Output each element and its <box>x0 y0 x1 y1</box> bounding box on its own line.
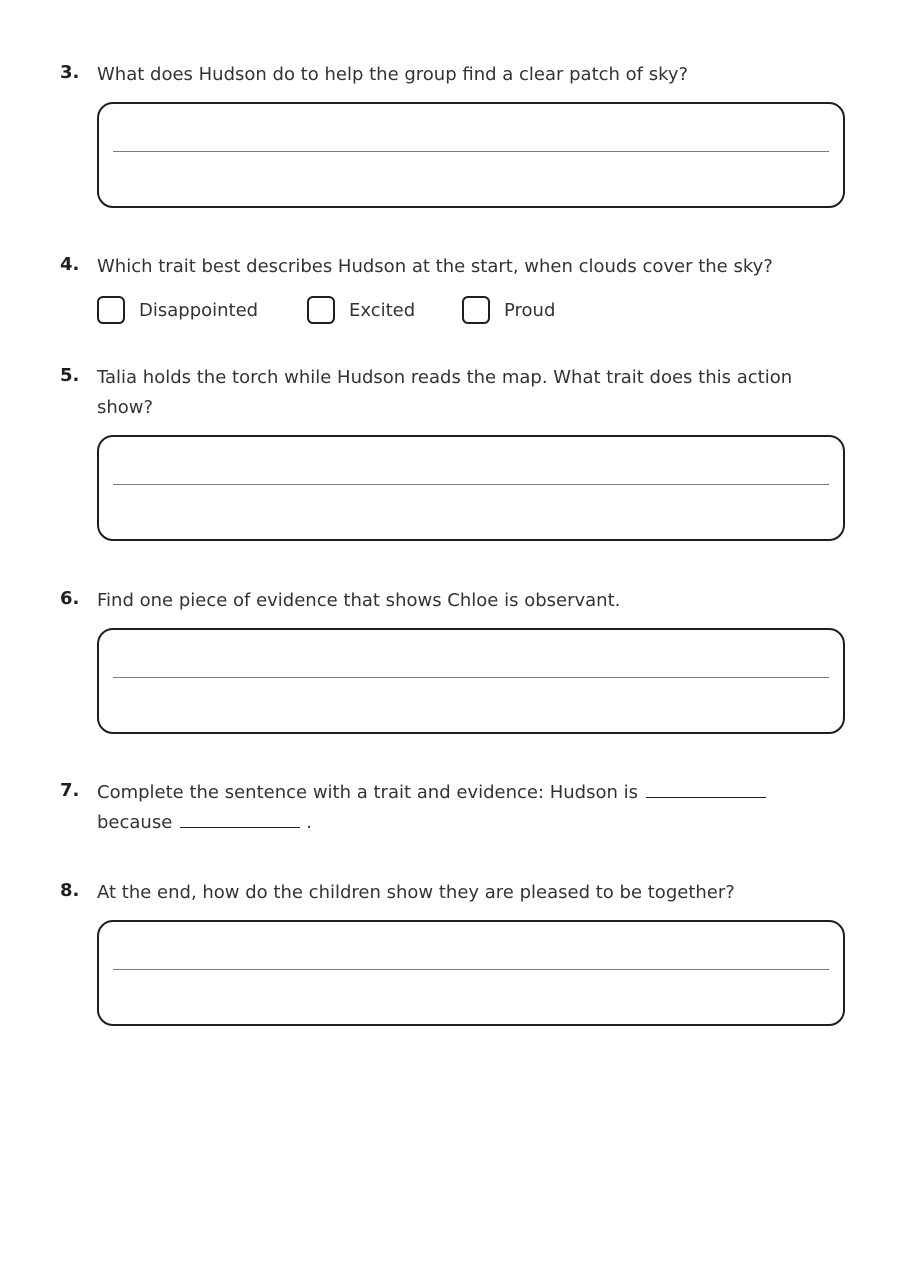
answer-line <box>113 484 829 485</box>
question-number: 5. <box>60 365 80 386</box>
evidence-blank[interactable] <box>180 809 300 828</box>
answer-box[interactable] <box>97 920 845 1026</box>
option-disappointed[interactable] <box>97 294 258 326</box>
answer-line <box>113 969 829 970</box>
answer-box[interactable] <box>97 102 845 208</box>
option-excited[interactable] <box>307 294 415 326</box>
question-number: 7. <box>60 780 80 801</box>
option-label: Disappointed <box>139 299 259 321</box>
question-text: At the end, how do the children show they are pleased to be together? <box>97 882 735 903</box>
sentence-part-1: Complete the sentence with a trait and evidence: Hudson is <box>97 782 639 803</box>
question-text <box>97 778 837 838</box>
sentence-end: . <box>306 812 313 833</box>
question-text: Which trait best describes Hudson at the start, when clouds cover the sky? <box>97 256 773 277</box>
option-proud[interactable] <box>462 294 555 326</box>
checkbox[interactable] <box>307 296 335 324</box>
option-label: Excited <box>349 299 416 321</box>
answer-line <box>113 677 829 678</box>
question-text: Talia holds the torch while Hudson reads the map. What trait does this action show? <box>97 367 793 418</box>
trait-blank[interactable] <box>646 779 766 798</box>
question-number: 8. <box>60 880 80 901</box>
answer-box[interactable] <box>97 435 845 541</box>
checkbox[interactable] <box>97 296 125 324</box>
answer-box[interactable] <box>97 628 845 734</box>
question-number: 3. <box>60 62 80 83</box>
question-text: What does Hudson do to help the group find a clear patch of sky? <box>97 64 689 85</box>
answer-line <box>113 151 829 152</box>
checkbox[interactable] <box>462 296 490 324</box>
question-text: Find one piece of evidence that shows Chloe is observant. <box>97 590 621 611</box>
option-label: Proud <box>504 299 556 321</box>
question-number: 6. <box>60 588 80 609</box>
question-number: 4. <box>60 254 80 275</box>
sentence-part-2: because <box>97 812 173 833</box>
